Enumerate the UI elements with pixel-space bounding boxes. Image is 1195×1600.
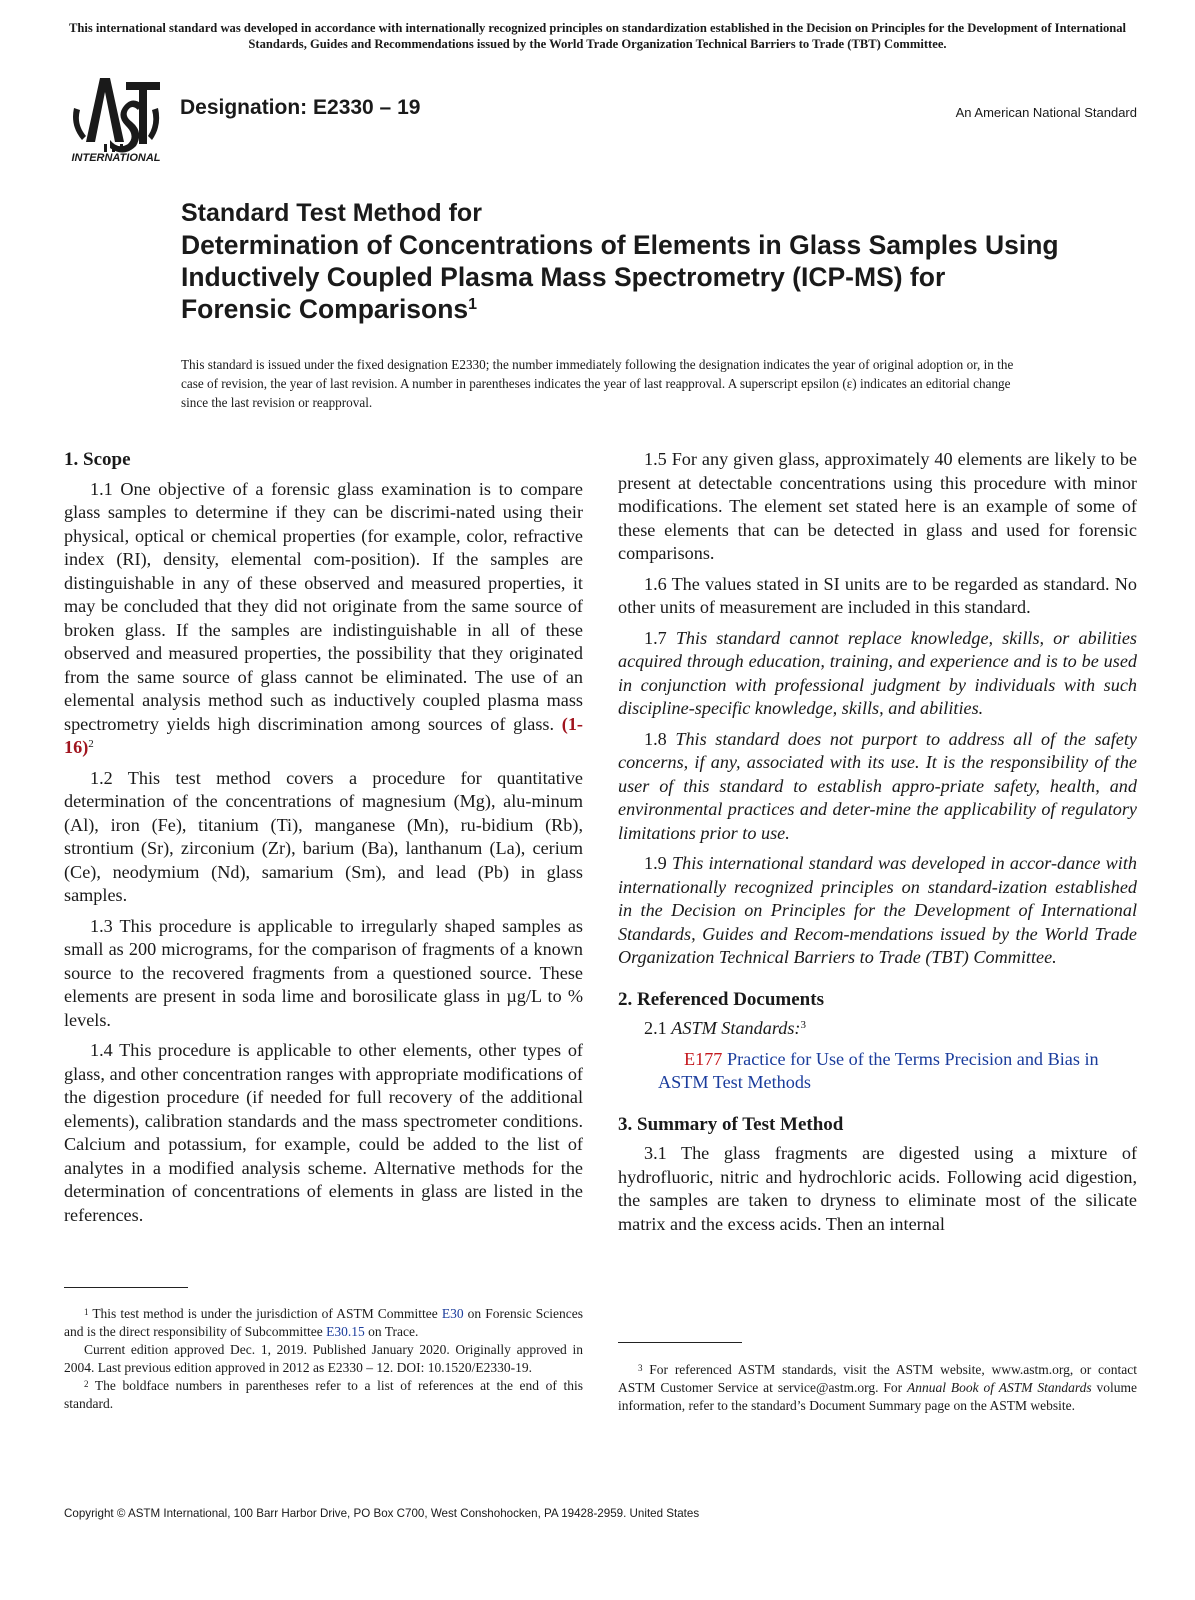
e30-link[interactable]: E30 [441,1306,464,1321]
para-1-1: 1.1 One objective of a forensic glass examination is to compare glass samples to determine if they can be discrimi-nated using their physical, optical or chemical properties (for example, color, refractive index (RI), density, elemental com-position). If the samples are distinguishable in any of these observed and measured properties, it may be concluded that they did not originate from the same source of broken glass. If the samples are indistinguishable in all of these observed and measured properties, the possibility that they originated from the same source of glass cannot be eliminated. The use of an elemental analysis method such as inductively coupled plasma mass spectrometry yields high discrimination among sources of glass. $(1-16)^2$ [64,478,583,757]
para-1-6: 1.6 The values stated in SI units are to be regarded as standard. No other units of measurement are included in this standard. [618,573,1137,617]
left-column [64,448,583,1234]
para-2-1: 2.1 ASTM Standards:$^3$ [644,1018,806,1038]
designation: Designation: E2330 – 19 [180,96,421,119]
para-1-7: 1.7 This standard cannot replace knowledge, skills, or abilities acquired through education, training, and experience and is to be used in conjunction with professional judgment by individuals with such discipline-specific knowledge, skills, and abilities. [618,627,1137,718]
footnote-1: $^1$ This test method is under the jurisdiction of ASTM Committee E30 on Forensic Sciences and is the direct responsibility of Subcommittee E30.15 on Trace. [64,1306,583,1339]
footnote-1-edition: Current edition approved Dec. 1, 2019. Published January 2020. Originally approved in 2004. Last previous edition approved in 2012 as E2330 – 12. DOI: 10.1520/E2330-19. [64,1342,583,1375]
referenced-documents-heading: 2. Referenced Documents [618,988,824,1010]
reference-e177 [618,1048,1137,1095]
title-main: Determination of Concentrations of Elements in Glass Samples Using Inductively Coupled Plasma Mass Spectrometry (ICP-MS) for Forensic Comparisons [181,230,1059,324]
copyright: Copyright © ASTM International, 100 Barr Harbor Drive, PO Box C700, West Conshohocken, PA 19428-2959. United States [64,1507,700,1520]
issued-note: This standard is issued under the fixed designation E2330; the number immediately following the designation indicates the year of original adoption or, in the case of revision, the year of last revision. A number in parentheses indicates the year of last reapproval. A superscript epsilon (ε) indicates an editorial change since the last revision or reapproval. [181,357,1014,410]
scope-heading: 1. Scope [64,449,131,470]
para-3-1: 3.1 The glass fragments are digested using a mixture of hydrofluoric, nitric and hydrochloric acids. Following acid digestion, the samples are taken to dryness to eliminate most of the silicate matrix and the excess acids. Then an internal [618,1143,1137,1234]
astm-logo [66,70,166,162]
logo-text: INTERNATIONAL [71,152,161,162]
top-notice: This international standard was developed in accordance with internationally recognized principles on standardization established in the Decision on Principles for the Development of International Standards, Guides and Recommendations issued by the World Trade Organization Technical Barriers to Trade (TBT) Committee. [68,21,1127,51]
footnote-rule-right [618,1342,742,1343]
footnote-2: $^2$ The boldface numbers in parentheses refer to a list of references at the end of this standard. [64,1378,583,1411]
references-link[interactable]: (1-16) [64,713,583,757]
footnotes-left [64,1305,583,1413]
e3015-link[interactable]: E30.15 [326,1324,365,1339]
title-line-1: Standard Test Method for [181,199,482,227]
right-column [618,448,1137,1243]
footnote-rule-left [64,1287,188,1288]
summary-heading: 3. Summary of Test Method [618,1113,844,1135]
document-title [181,197,1061,325]
para-1-3: 1.3 This procedure is applicable to irregularly shaped samples as small as 200 micrograms, for the comparison of fragments of a known source to the recovered fragments from a questioned source. These elements are present in soda lime and borosilicate glass in µg/L to % levels. [64,915,583,1030]
american-national-standard: An American National Standard [955,105,1137,120]
para-1-8: 1.8 This standard does not purport to address all of the safety concerns, if any, associated with its use. It is the responsibility of the user of this standard to establish appro-priate safety, health, and environmental practices and deter-mine the applicability of regulatory limitations prior to use. [618,728,1137,843]
para-1-9: 1.9 This international standard was developed in accor-dance with internationally recognized principles on standard-ization established in the Decision on Principles for the Development of International Standards, Guides and Recom-mendations issued by the World Trade Organization Technical Barriers to Trade (TBT) Committee. [618,853,1137,967]
footnotes-right [618,1361,1137,1415]
footnote-3: $^3$ For referenced ASTM standards, visit the ASTM website, www.astm.org, or contact ASTM Customer Service at service@astm.org. For Annual Book of ASTM Standards volume information, refer to the standard’s Document Summary page on the ASTM website. [618,1362,1137,1413]
title-footnote-mark: 1 [468,296,478,313]
para-1-5: 1.5 For any given glass, approximately 40 elements are likely to be present at detectable concentrations using this procedure with minor modifications. The element set stated here is an example of some of these elements that can be detected in glass and used for forensic comparisons. [618,449,1137,563]
para-1-2: 1.2 This test method covers a procedure for quantitative determination of the concentrations of magnesium (Mg), alu-minum (Al), iron (Fe), titanium (Ti), manganese (Mn), ru-bidium (Rb), strontium (Sr), zirconium (Zr), barium (Ba), lanthanum (La), cerium (Ce), neodymium (Nd), samarium (Sm), and lead (Pb) in glass samples. [64,767,583,905]
e177-title-link[interactable]: Practice for Use of the Terms Precision and Bias in ASTM Test Methods [658,1048,1099,1092]
para-1-4: 1.4 This procedure is applicable to other elements, other types of glass, and other concentration ranges with appropriate modifications of the digestion procedure (if needed for full recovery of the additional elements), calibration standards and the mass spectrometer conditions. Calcium and potassium, for example, could be added to the list of analytes in a modified analysis scheme. Alternative methods for the determination of concentrations of elements in glass are listed in the references. [64,1040,583,1225]
e177-link[interactable]: E177 [684,1048,723,1069]
